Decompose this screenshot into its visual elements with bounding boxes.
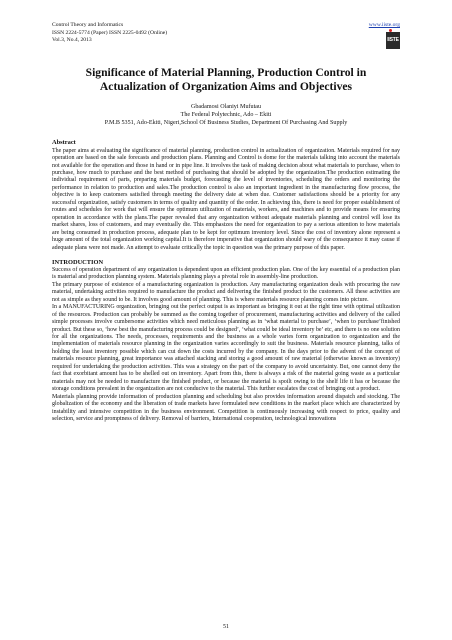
intro-paragraph-1: Success of operation department of any organization is dependent upon an efficient production plan. One of the key essential of a production plan is material and production planning system. Materials planning plays a pivotal role in assembly-line production. [52, 266, 400, 281]
intro-paragraph-3: In a MANUFACTURING organization, bringing out the perfect output is as important as bringing it out at the right time with optimal utilization of the resources. Production can probably be summed as the coming together of procurement, manufacturing activities and delivery of the called simple processes involve cumbersome activities which need meticulous planning as in ‘what material to purchase’, ‘when to purchase’finished product. But these so, ‘how best the manufacturing process could be designed’, ‘what could be ideal inventory be’ etc, and there is no one solution for all the organizations. The needs, processes, requirements and the business as a whole varies form organization to organization and the implementation of materials resource planning in the organization varies accordingly to suit the business. Materials resource planning, talks of holding the least inventory possible which can cut down the costs incurred by the company. In the days prior to the advent of the concept of materials resource planning, great importance was attached stacking and storing a good amount of raw material (otherwise known as inventory) required for undertaking the production activities. This was a strategy on the part of the company to avoid uncertainty. But, one cannot deny the fact that exorbitant amount has to be shelled out on inventory. Apart from this, there is always a risk of the material going waste as a particular materials may not be needed to manufacture the finished product, or because the material is spoilt owing to the shelf life it has or because the storage conditions prevalent in the organization are not conducive to the material. This further escalates the cost of bringing out a product. [52, 304, 400, 393]
journal-volume: Vol.3, No.4, 2013 [52, 37, 92, 44]
author-address: P.M.B 5351, Ado-Ekiti, Nigeri,School Of Business Studies, Department Of Purchasing And Supply [104, 120, 348, 127]
paper-title-line-2: Actualization of Organization Aims and Objectives [99, 80, 353, 93]
author-name: Gbadamosi Olaniyi Mufutau [190, 104, 262, 110]
abstract-text: The paper aims at evaluating the significance of material planning, production control in actualization of organization. Materials required for nay operation are based on the sale forecasts and production plans. Planning and Control is dome for the materials talking into account the materials not available for the operation and those in hand or in pipe line. It involves the task of making decision about what materials to purchase, when to purchase, how much to purchase and the best method of purchasing that should be adopted by the organization.The production estimating the individual requirement of parts, preparing materials budget, forecasting the level of inventories, scheduling the orders and monitoring the performance in relation to production and sales.The production control is also an important ingredient in the manufacturing flow process, the objective is to keep customers satisfied through meeting the delivery date at when due. Customer satisfactions should be a priority for any successful organization, satisfy customers in terms of quality and quantity of the order. In achieving this, there is need for proper establishment of routes and schedules for work that will ensure the optimum utilization of materials, workers, and machines and to provide means for ensuring operation in accordance with the plans.The paper revealed that any organization without adequate materials planning and control will lose its market shares, loss of customers, and may eventually die. This emphasizes the need for organization to pay a serious attention to how materials are being consumed in production process, adequate plan to be kept for optimum inventory level. Since the cost of inventory alone represent a huge amount of the total organization working capital.It is therefore imperative that organization should wary of the consequence it may cause if adequate plans were not made. An attempt to evaluate critically the topic in question was the primary purpose of this paper. [52, 147, 400, 251]
logo-text: IISTE [387, 37, 399, 43]
iiste-logo [386, 32, 400, 49]
journal-issn: ISSN 2224-5774 (Paper) ISSN 2225-0492 (Online) [52, 29, 168, 36]
page-number: 51 [223, 624, 229, 630]
paper-title-line-1: Significance of Material Planning, Production Control in [85, 66, 367, 79]
intro-paragraph-2: The primary purpose of existence of a manufacturing organization is production. Any manufacturing organization deals with procuring the raw material, undertaking activities required to manufacture the product and delivering the finished product to the customers. All these activities are not as simple as they sound to be. It involves good amount of planning. This is where materials resource planning comes into picture. [52, 281, 400, 303]
introduction-heading: INTRODUCTION [52, 258, 104, 266]
journal-header [52, 22, 400, 62]
journal-name: Control Theory and Informatics [52, 22, 124, 28]
paper-title [52, 66, 400, 94]
author-institution: The Federal Polytechnic, Ado – Ekiti [180, 112, 272, 119]
intro-paragraph-4: Materials planning provide information of production planning and scheduling but also provides information around dispatch and stocking. The globalization of the economy and the liberation of trade markets have formulated new conditions in the market place which are characterized by instability and intensive competition in the business environment. Competition is continuously increasing with respect to price, quality and selection, service and promptness of delivery. Removal of barriers, International cooperation, technological innovations [52, 393, 400, 423]
abstract-heading: Abstract [52, 138, 76, 146]
journal-url-link[interactable]: www.iiste.org [368, 22, 400, 28]
logo-dot-icon [389, 29, 392, 32]
author-block [52, 103, 400, 128]
